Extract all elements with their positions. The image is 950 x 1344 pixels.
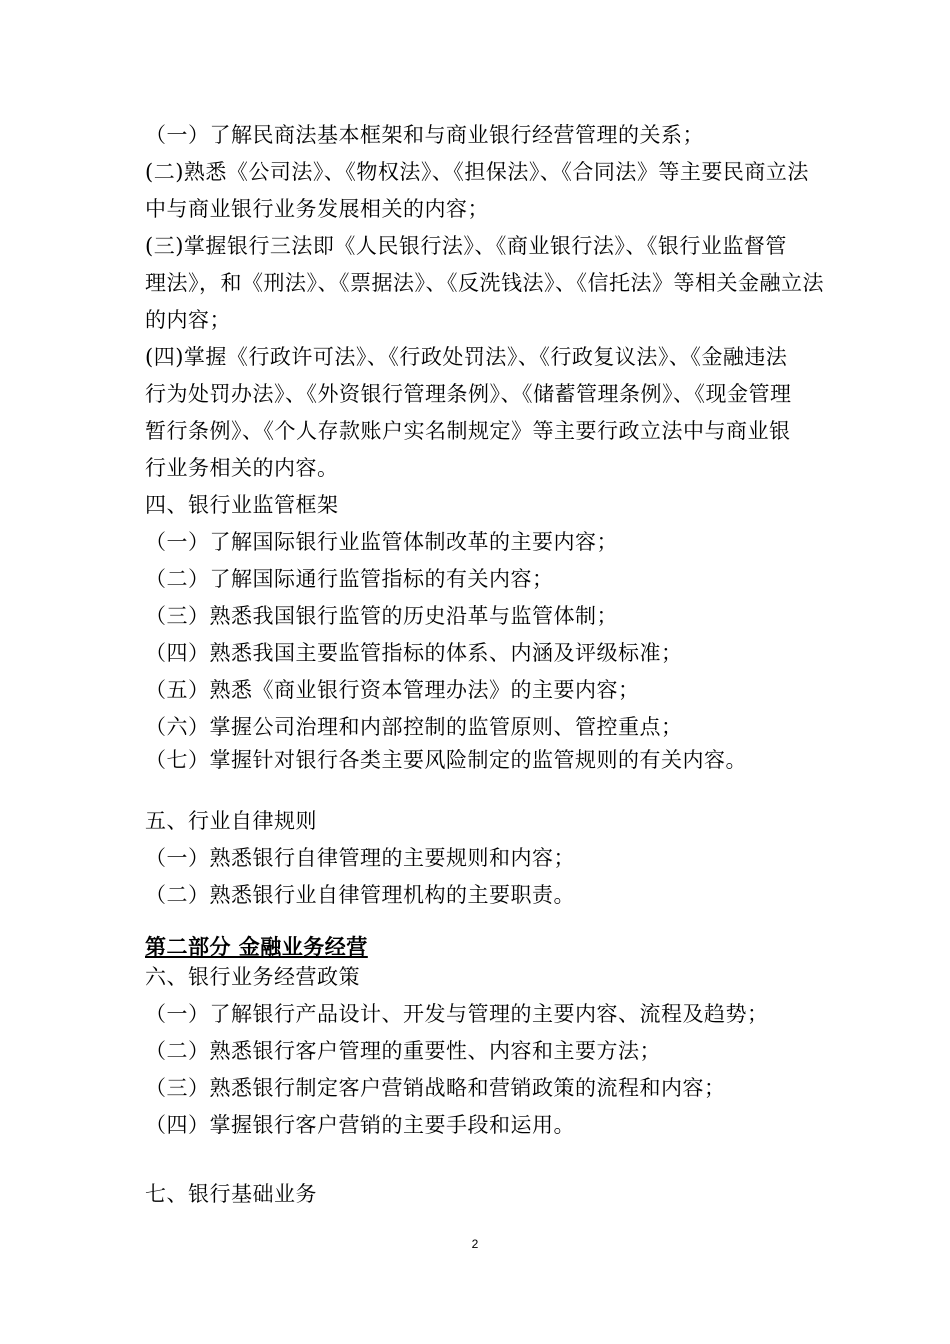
text-line: (三)掌握银行三法即《人民银行法》、《商业银行法》、《银行业监督管 [145, 234, 787, 258]
text-line: （四）掌握银行客户营销的主要手段和运用。 [145, 1113, 575, 1137]
section-heading: 五、行业自律规则 [145, 809, 317, 833]
text-line: （一）了解国际银行业监管体制改革的主要内容； [145, 530, 618, 554]
text-line: （四）熟悉我国主要监管指标的体系、内涵及评级标准； [145, 641, 683, 665]
text-line: 行业务相关的内容。 [145, 456, 339, 480]
text-line: （一）了解银行产品设计、开发与管理的主要内容、流程及趋势； [145, 1002, 769, 1026]
text-line: (四)掌握《行政许可法》、《行政处罚法》、《行政复议法》、《金融违法 [145, 345, 788, 369]
text-line: （七）掌握针对银行各类主要风险制定的监管规则的有关内容。 [145, 748, 747, 772]
text-line: （一）熟悉银行自律管理的主要规则和内容； [145, 846, 575, 870]
page-number: 2 [471, 1237, 479, 1251]
text-line: （一）了解民商法基本框架和与商业银行经营管理的关系； [145, 123, 704, 147]
section-heading: 六、银行业务经营政策 [145, 965, 360, 989]
text-line: 中与商业银行业务发展相关的内容； [145, 197, 489, 221]
text-line: 行为处罚办法》、《外资银行管理条例》、《储蓄管理条例》、《现金管理 [145, 382, 792, 406]
section-heading: 七、银行基础业务 [145, 1182, 317, 1206]
text-line: （二）熟悉银行业自律管理机构的主要职责。 [145, 883, 575, 907]
text-line: （三）熟悉我国银行监管的历史沿革与监管体制； [145, 604, 618, 628]
text-line: （六）掌握公司治理和内部控制的监管原则、管控重点； [145, 715, 683, 739]
text-line: 暂行条例》、《个人存款账户实名制规定》等主要行政立法中与商业银 [145, 419, 791, 443]
part-heading: 第二部分 金融业务经营 [145, 935, 368, 959]
text-line: 理法》，和《刑法》、《票据法》、《反洗钱法》、《信托法》等相关金融立法 [145, 271, 824, 295]
text-line: （三）熟悉银行制定客户营销战略和营销政策的流程和内容； [145, 1076, 726, 1100]
text-line: (二)熟悉《公司法》、《物权法》、《担保法》、《合同法》等主要民商立法 [145, 160, 809, 184]
text-line: （五）熟悉《商业银行资本管理办法》的主要内容； [145, 678, 640, 702]
text-line: （二）了解国际通行监管指标的有关内容； [145, 567, 554, 591]
text-line: 的内容； [145, 308, 231, 332]
text-line: （二）熟悉银行客户管理的重要性、内容和主要方法； [145, 1039, 661, 1063]
section-heading: 四、银行业监管框架 [145, 493, 339, 517]
